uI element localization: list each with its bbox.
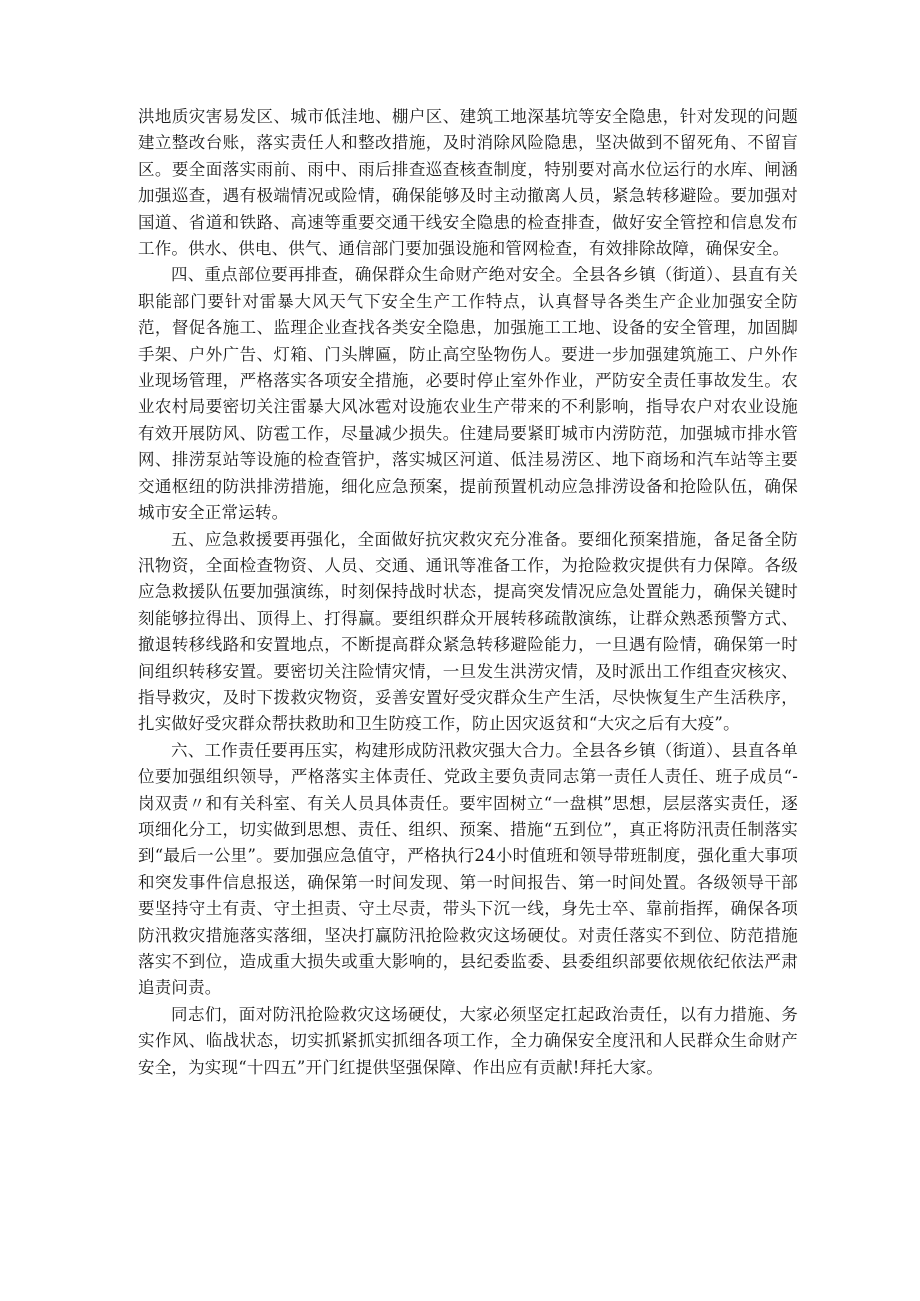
document-body [138,104,798,1081]
paragraph-section-6: 六、工作责任要再压实，构建形成防汛救灾强大合力。全县各乡镇（街道）、县直各单位要加强组织领导，严格落实主体责任、党政主要负责同志第一责任人责任、班子成员“-岗双责〃和有关科室、有关人员具体责任。要牢固树立“一盘棋”思想，层层落实责任，逐项细化分工，切实做到思想、责任、组织、预案、措施“五到位”，真正将防汛责任制落实到“最后一公里”。要加强应急值守，严格执行24小时值班和领导带班制度，强化重大事项和突发事件信息报送，确保第一时间发现、第一时间报告、第一时间处置。各级领导干部要坚持守土有责、守土担责、守土尽责，带头下沉一线，身先士卒、靠前指挥，确保各项防汛救灾措施落实落细，坚决打赢防汛抢险救灾这场硬仗。对责任落实不到位、防范措施落实不到位，造成重大损失或重大影响的，县纪委监委、县委组织部要依规依纪依法严肃追责问责。 [138,740,798,998]
paragraph-closing: 同志们，面对防汛抢险救灾这场硬仗，大家必须坚定扛起政治责任，以有力措施、务实作风、临战状态，切实抓紧抓实抓细各项工作，全力确保安全度汛和人民群众生命财产安全，为实现“十四五”开门红提供坚强保障、作出应有贡献!拜托大家。 [138,1004,798,1077]
paragraph-continuation: 洪地质灾害易发区、城市低洼地、棚户区、建筑工地深基坑等安全隐患，针对发现的问题建立整改台账，落实责任人和整改措施，及时消除风险隐患，坚决做到不留死角、不留盲区。要全面落实雨前、雨中、雨后排查巡查核查制度，特别要对高水位运行的水库、闸涵加强巡查，遇有极端情况或险情，确保能够及时主动撤离人员，紧急转移避险。要加强对国道、省道和铁路、高速等重要交通干线安全隐患的检查排查，做好安全管控和信息发布工作。供水、供电、供气、通信部门要加强设施和管网检查，有效排除故障，确保安全。 [138,107,798,259]
paragraph-section-4: 四、重点部位要再排查，确保群众生命财产绝对安全。全县各乡镇（街道）、县直有关职能部门要针对雷暴大风天气下安全生产工作特点，认真督导各类生产企业加强安全防范，督促各施工、监理企业查找各类安全隐患，加强施工工地、设备的安全管理，加固脚手架、户外广告、灯箱、门头牌匾，防止高空坠物伤人。要进一步加强建筑施工、户外作业现场管理，严格落实各项安全措施，必要时停止室外作业，严防安全责任事故发生。农业农村局要密切关注雷暴大风冰雹对设施农业生产带来的不利影响，指导农户对农业设施有效开展防风、防雹工作，尽量减少损失。住建局要紧盯城市内涝防范，加强城市排水管网、排涝泵站等设施的检查管护，落实城区河道、低洼易涝区、地下商场和汽车站等主要交通枢纽的防洪排涝措施，细化应急预案，提前预置机动应急排涝设备和抢险队伍，确保城市安全正常运转。 [138,265,798,523]
paragraph-section-5: 五、应急救援要再强化，全面做好抗灾救灾充分准备。要细化预案措施，备足备全防汛物资，全面检查物资、人员、交通、通讯等准备工作，为抢险救灾提供有力保障。各级应急救援队伍要加强演练，时刻保持战时状态，提高突发情况应急处置能力，确保关键时刻能够拉得出、顶得上、打得赢。要组织群众开展转移疏散演练，让群众熟悉预警方式、撤退转移线路和安置地点，不断提高群众紧急转移避险能力，一旦遇有险情，确保第一时间组织转移安置。要密切关注险情灾情，一旦发生洪涝灾情，及时派出工作组查灾核灾、指导救灾，及时下拨救灾物资，妥善安置好受灾群众生产生活，尽快恢复生产生活秩序，扎实做好受灾群众帮扶救助和卫生防疫工作，防止因灾返贫和“大灾之后有大疫”。 [138,529,798,734]
